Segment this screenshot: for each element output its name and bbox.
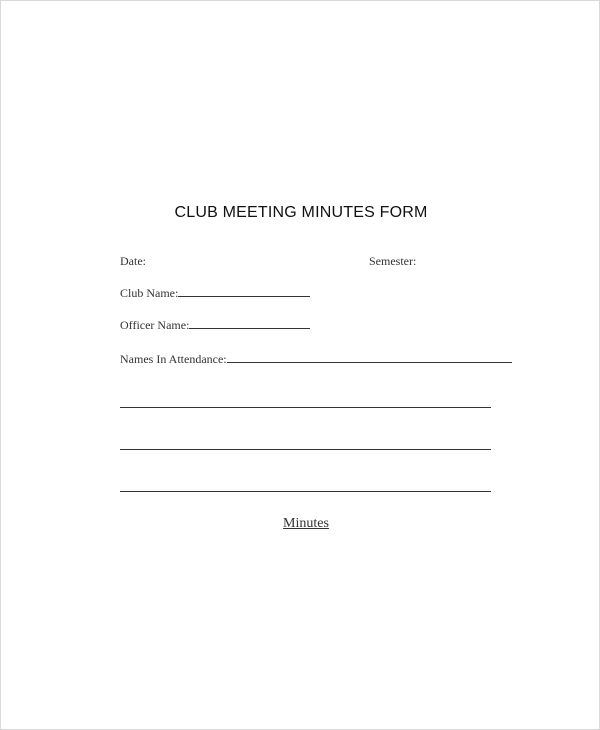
officer-name-label: Officer Name:	[120, 318, 190, 332]
date-label: Date:	[120, 254, 146, 268]
attendance-line-3[interactable]	[120, 491, 491, 492]
attendance-blank[interactable]	[227, 352, 512, 363]
officer-name-field[interactable]	[120, 318, 310, 333]
minutes-heading: Minutes	[283, 516, 329, 531]
attendance-field[interactable]	[120, 352, 512, 367]
semester-field[interactable]	[369, 254, 416, 269]
page-title: CLUB MEETING MINUTES FORM	[174, 204, 428, 221]
attendance-line-1[interactable]	[120, 407, 491, 408]
officer-name-blank[interactable]	[189, 318, 310, 329]
attendance-label: Names In Attendance:	[120, 352, 227, 366]
club-name-label: Club Name:	[120, 286, 179, 300]
date-field[interactable]	[120, 254, 146, 269]
club-name-blank[interactable]	[178, 286, 310, 297]
attendance-line-2[interactable]	[120, 449, 491, 450]
club-name-field[interactable]	[120, 286, 310, 301]
semester-label: Semester:	[369, 254, 417, 268]
